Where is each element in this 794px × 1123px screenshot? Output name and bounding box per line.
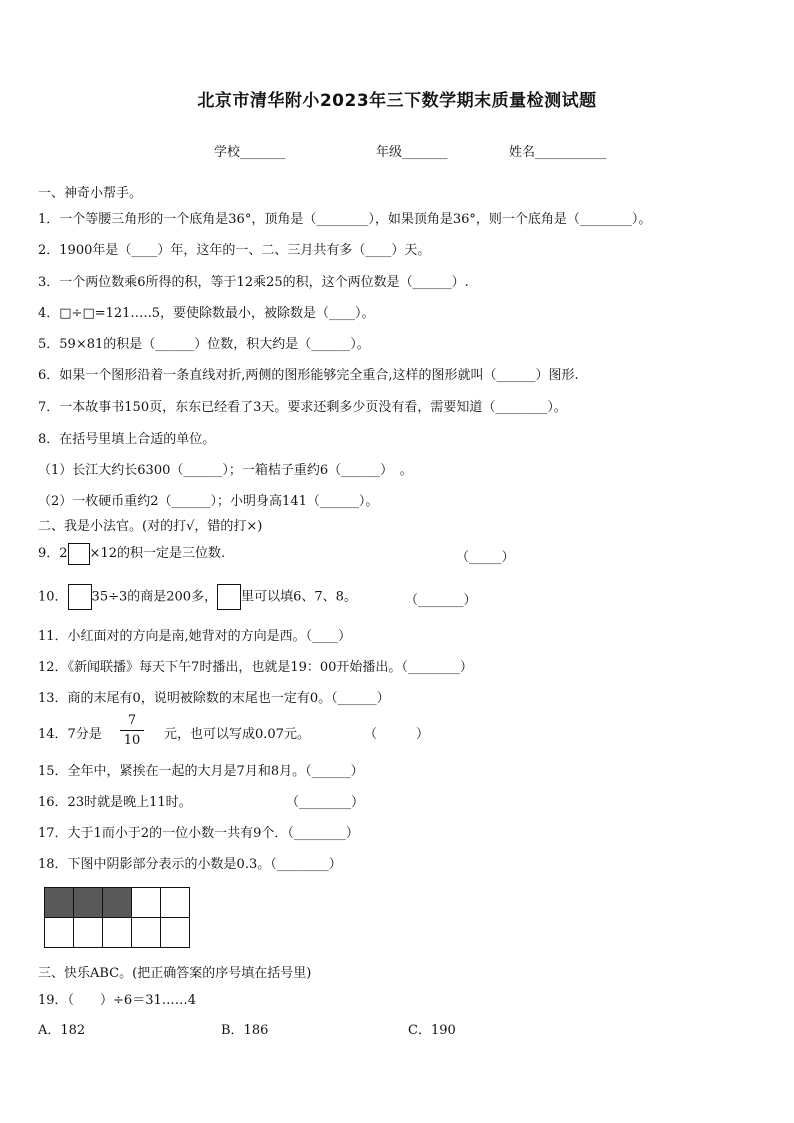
grid-cell xyxy=(132,918,161,948)
question-17: 17．大于1而小于2的一位小数一共有9个．（________） xyxy=(38,826,359,841)
grid-cell xyxy=(74,918,103,948)
question-15: 15．全年中，紧挨在一起的大月是7月和8月。（______） xyxy=(38,764,364,779)
question-11: 11．小红面对的方向是南,她背对的方向是西。（____） xyxy=(38,629,352,644)
grid-cell xyxy=(45,918,74,948)
question-14-text: 元，也可以写成0.07元。 xyxy=(164,727,310,742)
question-9 xyxy=(38,542,225,565)
school-field: 学校_______ xyxy=(214,145,286,160)
option-b: B．186 xyxy=(221,1023,269,1038)
fraction-bar xyxy=(120,730,144,731)
question-8-part-2: （2）一枚硬币重约2（______）；小明身高141（______）。 xyxy=(38,494,379,509)
grid-cell xyxy=(103,918,132,948)
question-1: 1．一个等腰三角形的一个底角是36°，顶角是（________），如果顶角是36°，则一个底角是（________）。 xyxy=(38,212,652,227)
question-3: 3．一个两位数乘6所得的积，等于12乘25的积，这个两位数是（______）. xyxy=(38,275,469,290)
question-10-text-1: 35÷3的商是200多， xyxy=(91,589,218,605)
grade-field: 年级_______ xyxy=(376,145,448,160)
question-12: 12．《新闻联播》每天下午7时播出，也就是19：00开始播出。（________） xyxy=(38,660,473,675)
section-heading-2: 二、我是小法官。(对的打√，错的打×) xyxy=(38,519,263,534)
answer-box xyxy=(217,584,241,610)
option-a: A．182 xyxy=(38,1023,86,1038)
grid-cell xyxy=(161,888,190,918)
option-c: C．190 xyxy=(408,1023,456,1038)
question-10-prefix: 10． xyxy=(38,589,68,605)
fraction-seven-tenths xyxy=(120,713,144,748)
question-18: 18．下图中阴影部分表示的小数是0.3。（________） xyxy=(38,857,342,872)
question-9-prefix: 9．2 xyxy=(38,546,68,561)
answer-box xyxy=(68,584,92,610)
question-8: 8．在括号里填上合适的单位。 xyxy=(38,432,216,447)
question-10-text-2: 里可以填6、7、8。 xyxy=(241,589,357,605)
question-7: 7．一本故事书150页，东东已经看了3天。要求还剩多少页没有看，需要知道（________）。 xyxy=(38,400,567,415)
fraction-numerator: 7 xyxy=(127,713,137,728)
question-8-part-1: （1）长江大约长6300（______）；一箱桔子重约6（______） 。 xyxy=(38,463,413,478)
question-5: 5．59×81的积是（______）位数，积大约是（______）。 xyxy=(38,337,370,352)
question-13: 13．商的末尾有0，说明被除数的末尾也一定有0。（______） xyxy=(38,691,390,706)
question-2: 2．1900年是（____）年，这年的一、二、三月共有多（____）天。 xyxy=(38,243,431,258)
section-heading-1: 一、神奇小帮手。 xyxy=(38,186,143,201)
section-heading-3: 三、快乐ABC。(把正确答案的序号填在括号里) xyxy=(38,966,312,981)
grid-cell-shaded xyxy=(74,888,103,918)
question-14-answer: （ ） xyxy=(364,727,430,742)
grid-cell xyxy=(132,888,161,918)
question-4: 4．□÷□=121…..5，要使除数最小，被除数是（____）。 xyxy=(38,306,375,321)
question-9-text: ×12的积一定是三位数. xyxy=(89,546,226,561)
question-19: 19．（ ）÷6＝31……4 xyxy=(38,993,197,1008)
grid-cell xyxy=(161,918,190,948)
grid-cell-shaded xyxy=(103,888,132,918)
question-10-answer: （_______） xyxy=(405,593,477,608)
question-10 xyxy=(38,584,357,610)
page-title: 北京市清华附小2023年三下数学期末质量检测试题 xyxy=(197,91,597,111)
grid-cell-shaded xyxy=(45,888,74,918)
question-16-answer: （________） xyxy=(286,795,365,810)
answer-box xyxy=(68,543,90,565)
decimal-shading-grid xyxy=(44,887,190,948)
question-14-prefix: 14．7分是 xyxy=(38,727,102,742)
fraction-denominator: 10 xyxy=(123,733,141,748)
name-field: 姓名___________ xyxy=(509,145,607,160)
question-6: 6．如果一个图形沿着一条直线对折,两侧的图形能够完全重合,这样的图形就叫（______）图形. xyxy=(38,368,579,383)
question-16: 16．23时就是晚上11时。 xyxy=(38,795,192,810)
question-9-answer: （_____） xyxy=(456,550,515,565)
